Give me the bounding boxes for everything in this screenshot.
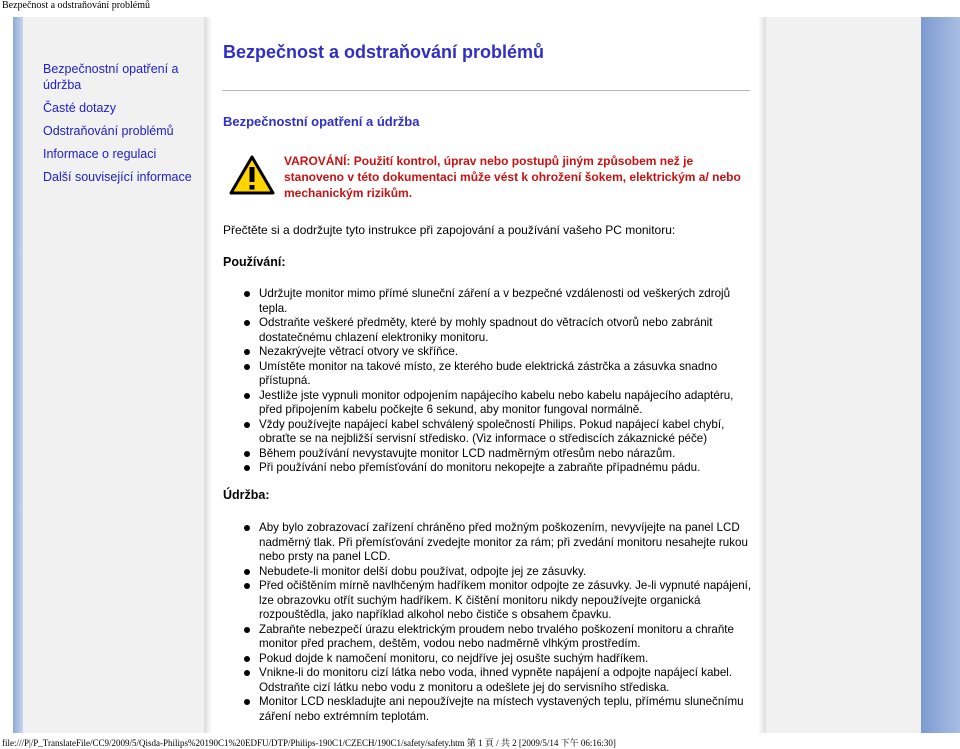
nav-link-other-info[interactable]: Další související informace bbox=[43, 170, 192, 184]
sidebar-nav bbox=[43, 61, 193, 192]
list-item: Před očištěním mírně navlhčeným hadříkem monitor odpojte ze zásuvky. Je-li vypnuté napájení, lze obrazovku otřít suchým hadříkem. K čištění monitoru nikdy nepoužívejte organická rozpouštědla, jako například alkohol nebo čističe s obsahem čpavku. bbox=[259, 579, 759, 623]
left-decorative-stripe bbox=[13, 17, 23, 733]
usage-heading: Používání: bbox=[223, 255, 286, 269]
nav-link-regulatory-info[interactable]: Informace o regulaci bbox=[43, 147, 157, 161]
list-item: Umístěte monitor na takové místo, ze kterého bude elektrická zástrčka a zásuvka snadno přístupná. bbox=[259, 360, 759, 389]
list-item: Nebudete-li monitor delší dobu používat, odpojte jej ze zásuvky. bbox=[259, 565, 759, 580]
nav-link-troubleshooting[interactable]: Odstraňování problémů bbox=[43, 124, 174, 138]
print-header: Bezpečnost a odstraňování problémů bbox=[2, 0, 151, 11]
nav-link-faq[interactable]: Časté dotazy bbox=[43, 101, 116, 115]
maintenance-list bbox=[259, 521, 759, 724]
list-item: Jestliže jste vypnuli monitor odpojením napájecího kabelu nebo kabelu napájecího adaptéru, před připojením kabelu počkejte 6 sekund, aby monitor fungoval normálně. bbox=[259, 389, 759, 418]
section-title: Bezpečnostní opatření a údržba bbox=[223, 114, 420, 129]
list-item: Zabraňte nebezpečí úrazu elektrickým proudem nebo trvalého poškození monitoru a chraňte monitor před prachem, deštěm, vodou nebo nadměrně vlhkým prostředím. bbox=[259, 623, 759, 652]
list-item: Nezakrývejte větrací otvory ve skříňce. bbox=[259, 345, 759, 360]
list-item: Aby bylo zobrazovací zařízení chráněno před možným poškozením, nevyvíjejte na panel LCD nadměrný tlak. Při přemísťování zvedejte monitor za rám; při zvedání monitoru nesahejte rukou nebo prsty na panel LCD. bbox=[259, 521, 759, 565]
page-title: Bezpečnost a odstraňování problémů bbox=[223, 42, 545, 62]
usage-list bbox=[259, 287, 759, 476]
right-gutter bbox=[766, 17, 921, 733]
title-divider bbox=[222, 90, 750, 91]
list-item: Udržujte monitor mimo přímé sluneční záření a v bezpečné vzdálenosti od veškerých zdrojů tepla. bbox=[259, 287, 759, 316]
list-item: Vnikne-li do monitoru cizí látka nebo voda, ihned vypněte napájení a odpojte napájecí kabel. Odstraňte cizí látku nebo vodu z monitoru a odešlete jej do servisního střediska. bbox=[259, 666, 759, 695]
right-decorative-stripe bbox=[921, 17, 960, 733]
print-footer: file:///P|/P_TranslateFile/CC9/2009/5/Qisda-Philips%20190C1%20EDFU/DTP/Philips-190C1/CZECH/190C1/safety/safety.htm 第 1 頁 / 共 2 [2009/5/14 下午 06:16:30] bbox=[2, 738, 616, 748]
list-item: Vždy používejte napájecí kabel schválený společností Philips. Pokud napájecí kabel chybí, obraťte se na nejbližší servisní středisko. (Viz informace o střediscích zákaznické péče) bbox=[259, 418, 759, 447]
sidebar-shadow bbox=[204, 17, 212, 733]
warning-text: VAROVÁNÍ: Použití kontrol, úprav nebo postupů jiným způsobem než je stanoveno v této dokumentaci může vést k ohrožení šokem, elektrickým a/ nebo mechanickým rizikům. bbox=[284, 154, 741, 200]
maintenance-heading: Údržba: bbox=[223, 488, 270, 502]
list-item: Při používání nebo přemísťování do monitoru nekopejte a zabraňte případnému pádu. bbox=[259, 461, 759, 476]
list-item: Odstraňte veškeré předměty, které by mohly spadnout do větracích otvorů nebo zabránit dostatečnému chlazení elektroniky monitoru. bbox=[259, 316, 759, 345]
list-item: Během používání nevystavujte monitor LCD nadměrným otřesům nebo nárazům. bbox=[259, 447, 759, 462]
right-gutter-shadow bbox=[758, 17, 766, 733]
warning-triangle-icon bbox=[229, 155, 275, 195]
list-item: Pokud dojde k namočení monitoru, co nejdříve jej osušte suchým hadříkem. bbox=[259, 652, 759, 667]
list-item: Monitor LCD neskladujte ani nepoužívejte na místech vystavených teplu, přímému slunečnímu záření nebo extrémním teplotám. bbox=[259, 695, 759, 724]
intro-text: Přečtěte si a dodržujte tyto instrukce při zapojování a používání vašeho PC monitoru: bbox=[223, 223, 676, 237]
nav-link-safety-maintenance[interactable]: Bezpečnostní opatření a údržba bbox=[43, 62, 179, 92]
